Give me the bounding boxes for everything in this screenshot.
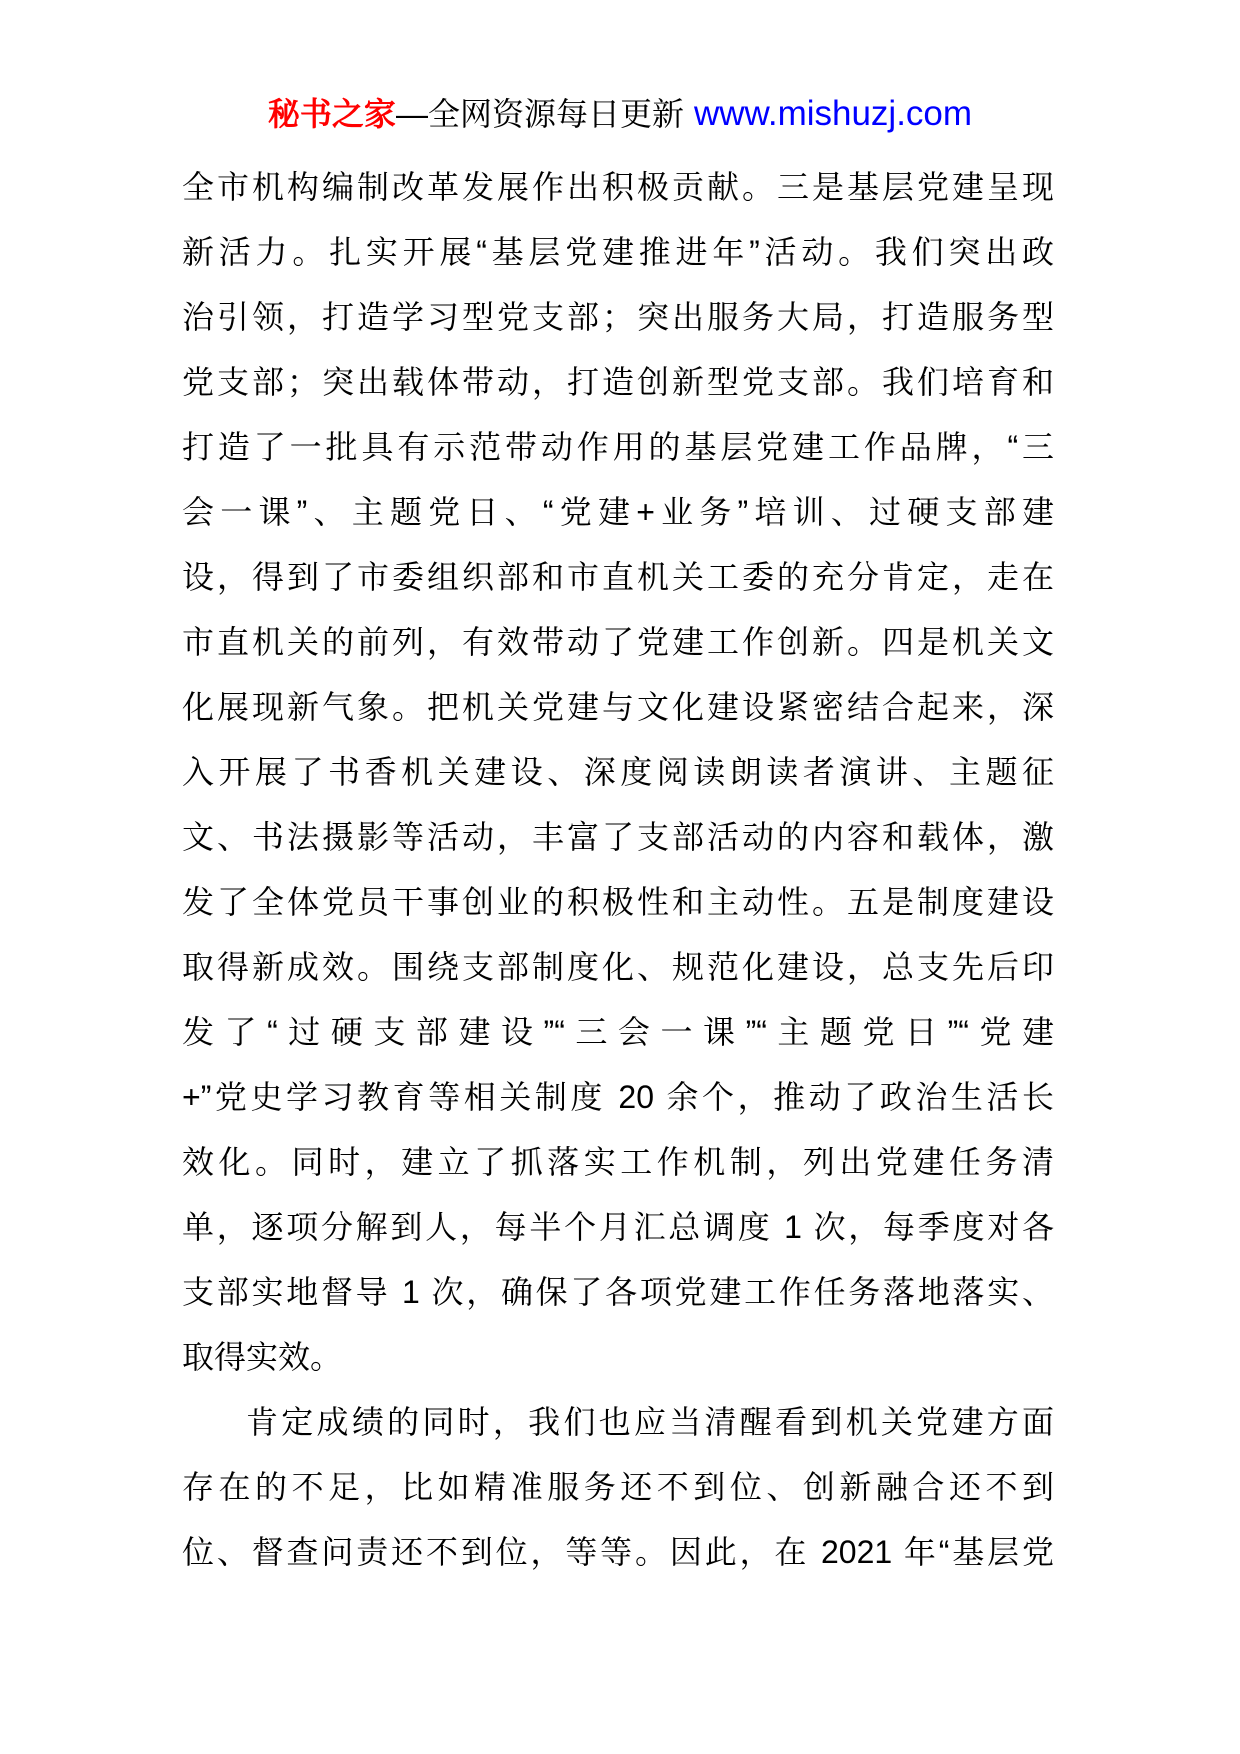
text-line: 取得实效。 [182, 1339, 343, 1375]
site-logo-text: 秘书之家 [267, 96, 396, 132]
text-line: 化展现新气象。把机关党建与文化建设紧密结合起来，深 [182, 689, 1054, 725]
text-line: 位、督查问责还不到位，等等。因此，在 2021 年“基层党 [182, 1534, 1054, 1570]
text-line: 全市机构编制改革发展作出积极贡献。三是基层党建呈现 [182, 169, 1054, 205]
page-header [0, 90, 1240, 145]
text-line: 党支部；突出载体带动，打造创新型党支部。我们培育和 [182, 364, 1054, 400]
text-line: 文、书法摄影等活动，丰富了支部活动的内容和载体，激 [182, 819, 1054, 855]
text-line: 发了全体党员干事创业的积极性和主动性。五是制度建设 [182, 884, 1054, 920]
text-line: 肯定成绩的同时，我们也应当清醒看到机关党建方面 [246, 1404, 1054, 1440]
text-line: 治引领，打造学习型党支部；突出服务大局，打造服务型 [182, 299, 1054, 335]
text-line: 单，逐项分解到人，每半个月汇总调度 1 次，每季度对各 [182, 1209, 1054, 1245]
site-url-link[interactable]: www.mishuzj.com [693, 94, 973, 133]
text-line: 入开展了书香机关建设、深度阅读朗读者演讲、主题征 [182, 754, 1054, 790]
text-line: 设，得到了市委组织部和市直机关工委的充分肯定，走在 [182, 559, 1054, 595]
header-tagline: —全网资源每日更新 [395, 96, 684, 132]
text-line: 市直机关的前列，有效带动了党建工作创新。四是机关文 [182, 624, 1054, 660]
text-line: 取得新成效。围绕支部制度化、规范化建设，总支先后印 [182, 949, 1054, 985]
text-line: 打造了一批具有示范带动作用的基层党建工作品牌，“三 [182, 429, 1054, 465]
text-line: 存在的不足，比如精准服务还不到位、创新融合还不到 [182, 1469, 1054, 1505]
text-line: 新活力。扎实开展“基层党建推进年”活动。我们突出政 [182, 234, 1054, 270]
paragraph [182, 155, 1054, 1390]
text-line: +”党史学习教育等相关制度 20 余个，推动了政治生活长 [182, 1079, 1054, 1115]
document-body [182, 155, 1054, 1585]
text-line: 效化。同时，建立了抓落实工作机制，列出党建任务清 [182, 1144, 1054, 1180]
text-line: 发了“过硬支部建设”“三会一课”“主题党日”“党建 [182, 1014, 1054, 1050]
paragraph [182, 1390, 1054, 1585]
text-line: 会一课”、主题党日、“党建+业务”培训、过硬支部建 [182, 494, 1054, 530]
text-line: 支部实地督导 1 次，确保了各项党建工作任务落地落实、 [182, 1274, 1054, 1310]
